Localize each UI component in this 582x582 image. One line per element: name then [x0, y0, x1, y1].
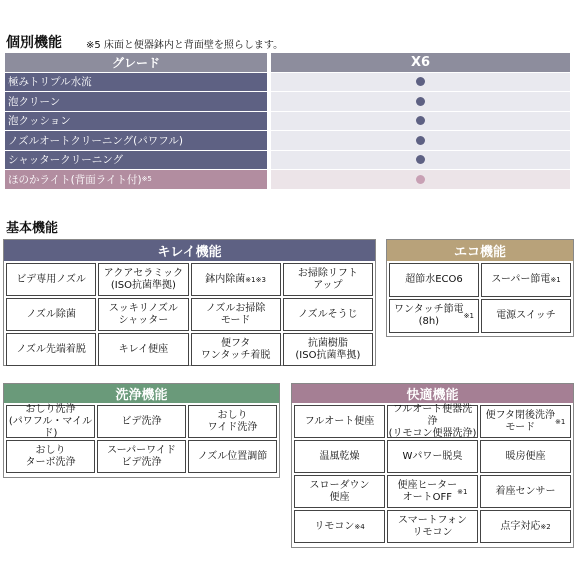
eco-feature-label: 電源スイッチ	[496, 310, 556, 321]
kirei-feature-label: ノズル除菌	[26, 308, 76, 320]
eco-function-grid	[387, 261, 573, 335]
comfort-feature-label: フルオート便座	[304, 415, 375, 427]
kirei-function-box	[3, 239, 376, 366]
kirei-feature-label: アクアセラミック (ISO抗菌準拠)	[103, 267, 184, 291]
grade-row-value	[271, 112, 570, 131]
kirei-feature-label: ノズルお掃除 モード	[205, 302, 266, 326]
wash-feature-label: おしり洗浄 (パワフル・マイルド)	[8, 403, 93, 439]
eco-function-box	[386, 239, 574, 337]
comfort-feature-cell	[294, 475, 385, 508]
comfort-feature-cell	[294, 440, 385, 473]
kirei-function-title: キレイ機能	[4, 240, 375, 261]
grade-row	[5, 73, 570, 92]
comfort-function-box	[291, 383, 574, 548]
kirei-feature-cell	[283, 263, 373, 296]
grade-row-label: 泡クッション	[8, 115, 71, 128]
kirei-feature-cell	[98, 298, 188, 331]
kirei-feature-cell	[283, 298, 373, 331]
wash-function-grid	[4, 403, 279, 475]
comfort-feature-label: リモコン	[314, 520, 355, 532]
grade-row-name	[5, 151, 267, 170]
kirei-feature-cell	[191, 263, 281, 296]
section-note: ※5 床面と便器鉢内と背面壁を照らします。	[86, 40, 284, 51]
eco-function-title: エコ機能	[387, 240, 573, 261]
available-dot-icon	[416, 136, 425, 145]
comfort-feature-label: 温風乾燥	[319, 450, 360, 462]
eco-feature-cell	[389, 299, 479, 333]
wash-feature-label: ビデ洗浄	[121, 415, 162, 427]
kirei-feature-label: お掃除リフト アップ	[297, 267, 358, 291]
eco-feature-label: スーパー節電	[491, 274, 551, 285]
wash-function-title: 洗浄機能	[4, 384, 279, 403]
kirei-feature-cell	[6, 263, 96, 296]
comfort-feature-label: 便座ヒーター オートOFF	[397, 479, 458, 503]
grade-row	[5, 112, 570, 131]
kirei-feature-cell	[6, 298, 96, 331]
wash-feature-label: おしり ワイド洗浄	[207, 409, 258, 433]
kirei-feature-label: スッキリノズル シャッター	[108, 302, 178, 326]
grade-row-value	[271, 151, 570, 170]
kirei-feature-cell	[191, 298, 281, 331]
comfort-feature-footnote: ※4	[354, 522, 365, 531]
kirei-feature-cell	[98, 263, 188, 296]
wash-feature-cell	[97, 440, 186, 473]
comfort-feature-cell	[480, 510, 571, 543]
comfort-feature-cell	[480, 475, 571, 508]
grade-row-label: ノズルオートクリーニング(パワフル)	[8, 134, 183, 147]
available-dot-icon	[416, 155, 425, 164]
available-dot-icon	[416, 77, 425, 86]
kirei-feature-cell	[98, 333, 188, 366]
comfort-feature-cell	[294, 405, 385, 438]
grade-header-model: X6	[271, 53, 570, 72]
comfort-feature-cell	[387, 475, 478, 508]
comfort-feature-cell	[294, 510, 385, 543]
eco-feature-cell	[481, 299, 571, 333]
kirei-feature-label: ノズルそうじ	[298, 308, 358, 320]
kirei-feature-cell	[6, 333, 96, 366]
grade-row-value	[271, 131, 570, 150]
grade-table	[5, 53, 570, 190]
comfort-feature-label: 点字対応	[500, 520, 541, 532]
grade-row-name	[5, 170, 267, 189]
grade-row	[5, 151, 570, 170]
comfort-feature-footnote: ※1	[554, 417, 566, 426]
eco-feature-label: 超節水ECO6	[405, 274, 463, 285]
grade-row-value	[271, 73, 570, 92]
grade-row-label: 極みトリプル水流	[8, 76, 92, 89]
comfort-function-grid	[292, 403, 573, 545]
kirei-feature-label: ビデ専用ノズル	[16, 273, 86, 285]
comfort-feature-label: 着座センサー	[495, 485, 556, 497]
comfort-feature-cell	[387, 510, 478, 543]
wash-function-box	[3, 383, 280, 478]
kirei-function-grid	[4, 261, 375, 368]
grade-row-name	[5, 73, 267, 92]
wash-feature-label: ノズル位置調節	[197, 450, 268, 462]
grade-row-label: 泡クリーン	[8, 95, 61, 108]
wash-feature-label: おしり ターボ洗浄	[25, 444, 76, 468]
grade-row	[5, 92, 570, 111]
comfort-feature-label: Wパワー脱臭	[402, 450, 463, 462]
comfort-feature-cell	[387, 440, 478, 473]
comfort-feature-label: フルオート便器洗浄 (リモコン便器洗浄)	[388, 403, 477, 439]
eco-feature-footnote: ※1	[463, 312, 474, 320]
comfort-function-title: 快適機能	[292, 384, 573, 403]
available-dot-icon	[416, 175, 425, 184]
grade-row-name	[5, 112, 267, 131]
kirei-feature-cell	[283, 333, 373, 366]
eco-feature-footnote: ※1	[550, 276, 561, 284]
available-dot-icon	[416, 116, 425, 125]
kirei-feature-label: キレイ便座	[118, 343, 169, 355]
grade-row-value	[271, 170, 570, 189]
comfort-feature-label: 便フタ閉後洗浄 モード	[485, 409, 555, 433]
eco-feature-label: ワンタッチ節電 (8h)	[394, 304, 464, 327]
comfort-feature-label: 暖房便座	[505, 450, 546, 462]
wash-feature-cell	[6, 405, 95, 438]
kirei-feature-label: 便フタ ワンタッチ着脱	[200, 337, 271, 361]
grade-row-label: ほのかライト(背面ライト付)	[8, 173, 142, 186]
grade-table-header	[5, 53, 570, 72]
kirei-feature-footnote: ※1※3	[245, 275, 266, 284]
grade-row	[5, 131, 570, 150]
eco-feature-cell	[481, 263, 571, 297]
comfort-feature-cell	[480, 440, 571, 473]
grade-row-value	[271, 92, 570, 111]
section-title-individual: 個別機能	[6, 35, 62, 51]
wash-feature-cell	[6, 440, 95, 473]
comfort-feature-footnote: ※2	[540, 522, 551, 531]
section-title-basic: 基本機能	[6, 221, 59, 236]
kirei-feature-cell	[191, 333, 281, 366]
kirei-feature-label: 抗菌樹脂 (ISO抗菌準拠)	[295, 337, 361, 361]
kirei-feature-label: ノズル先端着脱	[16, 343, 86, 355]
comfort-feature-cell	[480, 405, 571, 438]
wash-feature-label: スーパーワイド ビデ洗浄	[107, 444, 176, 468]
grade-row-name	[5, 131, 267, 150]
grade-row-name	[5, 92, 267, 111]
wash-feature-cell	[188, 405, 277, 438]
comfort-feature-label: スマートフォン リモコン	[398, 514, 467, 538]
wash-feature-cell	[97, 405, 186, 438]
comfort-feature-cell	[387, 405, 478, 438]
grade-row-label: シャッタークリーニング	[8, 154, 124, 167]
eco-feature-cell	[389, 263, 479, 297]
available-dot-icon	[416, 97, 425, 106]
grade-header-label: グレード	[5, 53, 267, 72]
wash-feature-cell	[188, 440, 277, 473]
grade-row-footnote: ※5	[141, 175, 152, 184]
comfort-feature-footnote: ※1	[457, 487, 468, 496]
comfort-feature-label: スローダウン 便座	[309, 479, 370, 503]
grade-row	[5, 170, 570, 189]
kirei-feature-label: 鉢内除菌	[205, 273, 246, 285]
